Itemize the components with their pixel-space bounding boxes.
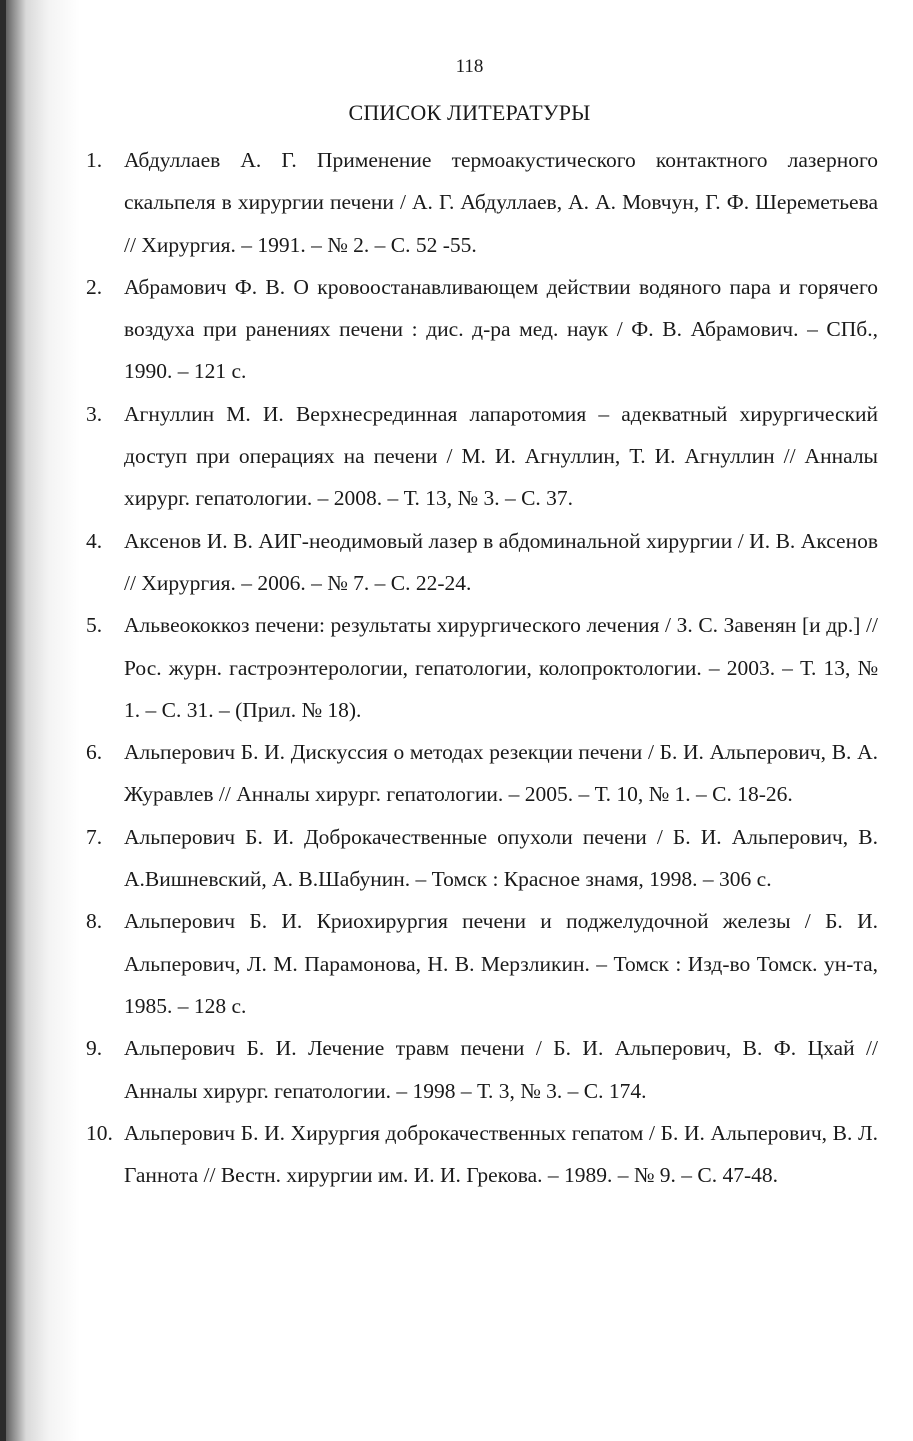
reference-item	[86, 900, 878, 1027]
reference-number: 3.	[86, 401, 103, 426]
reference-item	[86, 393, 878, 520]
reference-text: Абдуллаев А. Г. Применение термоакустического контактного лазерного скальпеля в хирургии печени / А. Г. Абдуллаев, А. А. Мовчун, Г. Ф. Шереметьева // Хирургия. – 1991. – № 2. – С. 52 -55.	[124, 148, 878, 257]
reference-number: 10.	[86, 1120, 113, 1145]
reference-item	[86, 520, 878, 605]
reference-number: 9.	[86, 1036, 103, 1061]
reference-text: Абрамович Ф. В. О кровоостанавливающем действии водяного пара и горячего воздуха при ранениях печени : дис. д-ра мед. наук / Ф. В. Абрамович. – СПб., 1990. – 121 с.	[124, 274, 878, 384]
reference-text: Альперович Б. И. Лечение травм печени / Б. И. Альперович, В. Ф. Цхай // Анналы хирург. гепатологии. – 1998 – Т. 3, № 3. – С. 174.	[124, 1036, 878, 1103]
reference-list	[86, 139, 878, 1196]
reference-item	[86, 266, 878, 393]
reference-text: Альперович Б. И. Хирургия доброкачественных гепатом / Б. И. Альперович, В. Л. Ганнота // Вестн. хирургии им. И. И. Грекова. – 1989. – № 9. – С. 47-48.	[124, 1120, 878, 1188]
reference-number: 1.	[86, 148, 103, 172]
reference-text: Аксенов И. В. АИГ-неодимовый лазер в абдоминальной хирургии / И. В. Аксенов // Хирургия. – 2006. – № 7. – С. 22-24.	[124, 528, 878, 595]
reference-number: 7.	[86, 824, 103, 849]
reference-text: Альперович Б. И. Криохирургия печени и поджелудочной железы / Б. И. Альперович, Л. М. Парамонова, Н. В. Мерзликин. – Томск : Изд-во Томск. ун-та, 1985. – 128 с.	[124, 909, 878, 1018]
reference-item	[86, 1027, 878, 1112]
reference-number: 4.	[86, 528, 103, 553]
reference-text: Альперович Б. И. Дискуссия о методах резекции печени / Б. И. Альперович, В. А. Журавлев // Анналы хирург. гепатологии. – 2005. – Т. 10, № 1. – С. 18-26.	[124, 740, 878, 807]
page-number: 118	[455, 56, 484, 77]
reference-item	[86, 816, 878, 901]
reference-number: 2.	[86, 274, 103, 299]
reference-item	[86, 139, 878, 266]
reference-item	[86, 1112, 878, 1197]
reference-text: Альперович Б. И. Доброкачественные опухоли печени / Б. И. Альперович, В. А.Вишневский, А. В.Шабунин. – Томск : Красное знамя, 1998. – 306 с.	[124, 824, 878, 892]
reference-text: Агнуллин М. И. Верхнесрединная лапаротомия – адекватный хирургический доступ при операциях на печени / М. И. Агнуллин, Т. И. Агнуллин // Анналы хирург. гепатологии. – 2008. – Т. 13, № 3. – С. 37.	[124, 401, 878, 511]
page-heading: СПИСОК ЛИТЕРАТУРЫ	[348, 100, 591, 125]
reference-number: 5.	[86, 613, 103, 638]
reference-number: 6.	[86, 740, 103, 765]
reference-item	[86, 731, 878, 816]
binding-shadow	[0, 0, 6, 1441]
reference-text: Альвеококкоз печени: результаты хирургического лечения / З. С. Завенян [и др.] // Рос. журн. гастроэнтерологии, гепатологии, колопроктологии. – 2003. – Т. 13, № 1. – С. 31. – (Прил. № 18).	[124, 613, 878, 722]
reference-number: 8.	[86, 909, 103, 934]
reference-item	[86, 604, 878, 731]
